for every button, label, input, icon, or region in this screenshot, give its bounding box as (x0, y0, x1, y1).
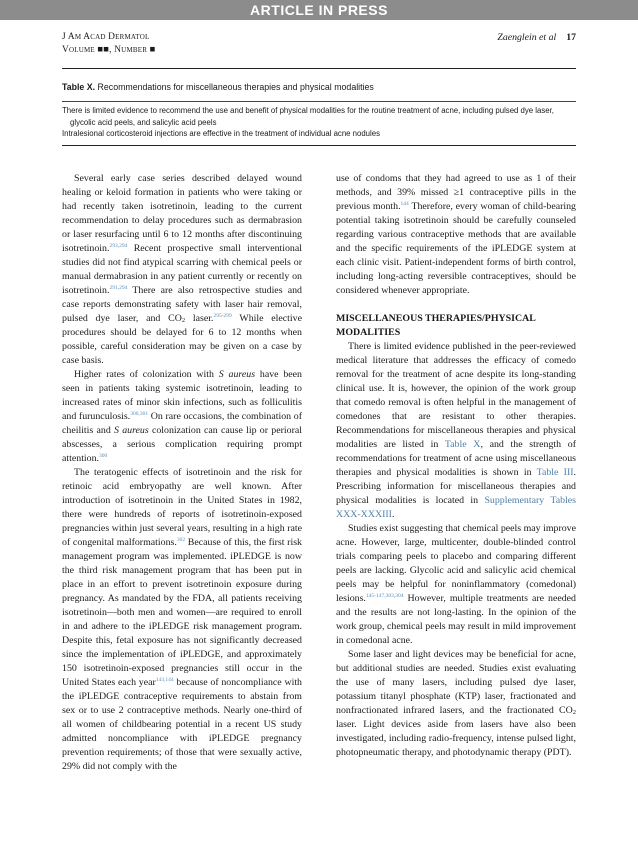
journal-header (62, 31, 155, 57)
journal-name: J Am Acad Dermatol (62, 32, 150, 42)
page-number: 17 (566, 32, 576, 43)
paragraph-wound-healing: Several early case series described delayed wound healing or keloid formation in patients who were taking or had recently taken isotretinoin, leading to the current recommendation to delay procedures such as dermabrasion or laser resurfacing until 6 to 12 months after discontinuing isotretinoin.$^{293,294}$ Recent prospective small interventional studies did not find atypical scarring with chemical peels or manual dermabrasion in any patient currently or recently on isotretinoin.$^{291,294}$ There are also retrospective studies and case reports demonstrating safety with laser hair removal, pulsed dye laser, and $CO_2$ laser.$^{295-299}$ While elective procedures should be delayed for 6 to 12 months when possible, careful consideration may be given on a case by case basis. (62, 173, 302, 366)
table-title: Recommendations for miscellaneous therapies and physical modalities (97, 82, 374, 92)
table-caption (62, 69, 576, 101)
table-row: There is limited evidence to recommend the use and benefit of physical modalities for the routine treatment of acne, including pulsed dye laser, glycolic acid peels, and salicylic acid peels (62, 106, 554, 127)
citation[interactable]: 145-147,303,304 (365, 593, 404, 599)
paragraph-colonization: Higher rates of colonization with S aureus have been seen in patients taking systemic isotretinoin, leading to increased rates of minor skin infections, such as folliculitis and furunculosis.$^{300,301}$ On rare occasions, the combination of cheilitis and S aureus colonization can cause lip or perioral abscesses, a serious complication requiring prompt attention.$^{300}$ (62, 369, 302, 464)
citation[interactable]: 295-299 (213, 313, 232, 319)
paragraph-contraception: use of condoms that they had agreed to use as 1 of their methods, and 39% missed ≥1 contraceptive pills in the previous month.$^{144}$ Therefore, every woman of child-bearing potential taking isotretinoin should be carefully counseled regarding various contraceptive methods that are available and the specific requirements of the iPLEDGE system at each clinic visit. Patient-independent forms of birth control, including long-acting reversible contraceptives, should be considered whenever appropriate. (336, 173, 576, 296)
citation[interactable]: 143,144 (155, 677, 174, 683)
section-heading: MISCELLANEOUS THERAPIES/PHYSICAL MODALITIES (336, 313, 536, 338)
running-head-authors: Zaenglein et al (497, 32, 557, 43)
table-label: Table X. (62, 82, 96, 92)
citation[interactable]: 302 (176, 537, 186, 543)
table-x (62, 68, 576, 146)
citation[interactable]: 144 (400, 201, 409, 207)
citation[interactable]: 300 (99, 453, 108, 459)
paragraph-comedo-removal: There is limited evidence published in the peer-reviewed medical literature that addresses the efficacy of comedo removal for the treatment of acne despite its long-standing clinical use. It is, however, the opinion of the work group that comedo removal is often helpful in the management of comedones that are resistant to other therapies. Recommendations for miscellaneous therapies and physical modalities are listed in Table X, and the strength of recommendations for treatment of acne using miscellaneous therapies and physical modalities is shown in Table III. Prescribing information for miscellaneous therapies and physical modalities is located in Supplementary Tables XXX-XXXIII. (336, 341, 577, 520)
left-column (62, 172, 302, 774)
table-bottom-rule (62, 145, 576, 146)
supplementary-tables-link[interactable]: Supplementary Tables XXX-XXXIII (336, 495, 576, 520)
article-in-press-banner: ARTICLE IN PRESS (0, 0, 638, 20)
running-head (497, 31, 576, 44)
right-column (336, 172, 576, 760)
table-row: Intralesional corticosteroid injections are effective in the treatment of individual acne nodules (62, 129, 380, 138)
paragraph-chemical-peels: Studies exist suggesting that chemical peels may improve acne. However, large, multicenter, double-blinded control trials comparing peels to placebo and comparing different peels are lacking. Glycolic acid and salicylic acid chemical peels may be helpful for noninflammatory (comedonal) lesions.$^{145-147,303,304}$ However, multiple treatments are needed and the results are not long-lasting. In the opinion of the work group, chemical peels may result in mild improvement in comedonal acne. (336, 523, 576, 646)
paragraph-teratogenic: The teratogenic effects of isotretinoin and the risk for retinoic acid embryopathy are well known. After introduction of isotretinoin in the United States in 1982, there were hundreds of reports of isotretinoin-exposed pregnancies within just several years, resulting in a high rate of congenital malformations.$^{302}$ Because of this, the first risk management program was implemented. iPLEDGE is now the third risk management program that has been put in place in an effort to prevent isotretinoin exposure during pregnancy. As mandated by the FDA, all patients receiving isotretinoin—both men and women—are required to enroll in and adhere to the iPLEDGE risk management program. Despite this, fetal exposure has not significantly decreased since the implementation of iPLEDGE, and approximately 150 isotretinoin-exposed pregnancies still occur in the United States each year$^{143,144}$ because of noncompliance with the iPLEDGE contraceptive requirements to abstain from sex or to use 2 contraceptive methods. Nearly one-third of all women of childbearing potential in a recent US study admitted noncompliance with iPLEDGE pregnancy prevention requirements; of those that were sexually active, 29% did not comply with the (62, 467, 302, 772)
journal-volume: Volume ■■, Number ■ (62, 45, 156, 55)
citation[interactable]: 291,294 (109, 285, 128, 291)
citation[interactable]: 293,294 (109, 243, 128, 249)
paragraph-lasers: Some laser and light devices may be beneficial for acne, but additional studies are needed. Studies exist evaluating the use of many lasers, including pulsed dye laser, potassium titanyl phosphate (KTP) laser, fractionated and nonfractionated infrared lasers, and the fractionated $CO_2$ laser. Light devices aside from lasers have also been investigated, including radio-frequency, intense pulsed light, photopneumatic therapy, and photodynamic therapy (PDT). (336, 649, 576, 758)
table-iii-link[interactable]: Table III (536, 467, 574, 478)
table-x-link[interactable]: Table X (444, 439, 481, 450)
citation[interactable]: 300,301 (130, 411, 149, 417)
